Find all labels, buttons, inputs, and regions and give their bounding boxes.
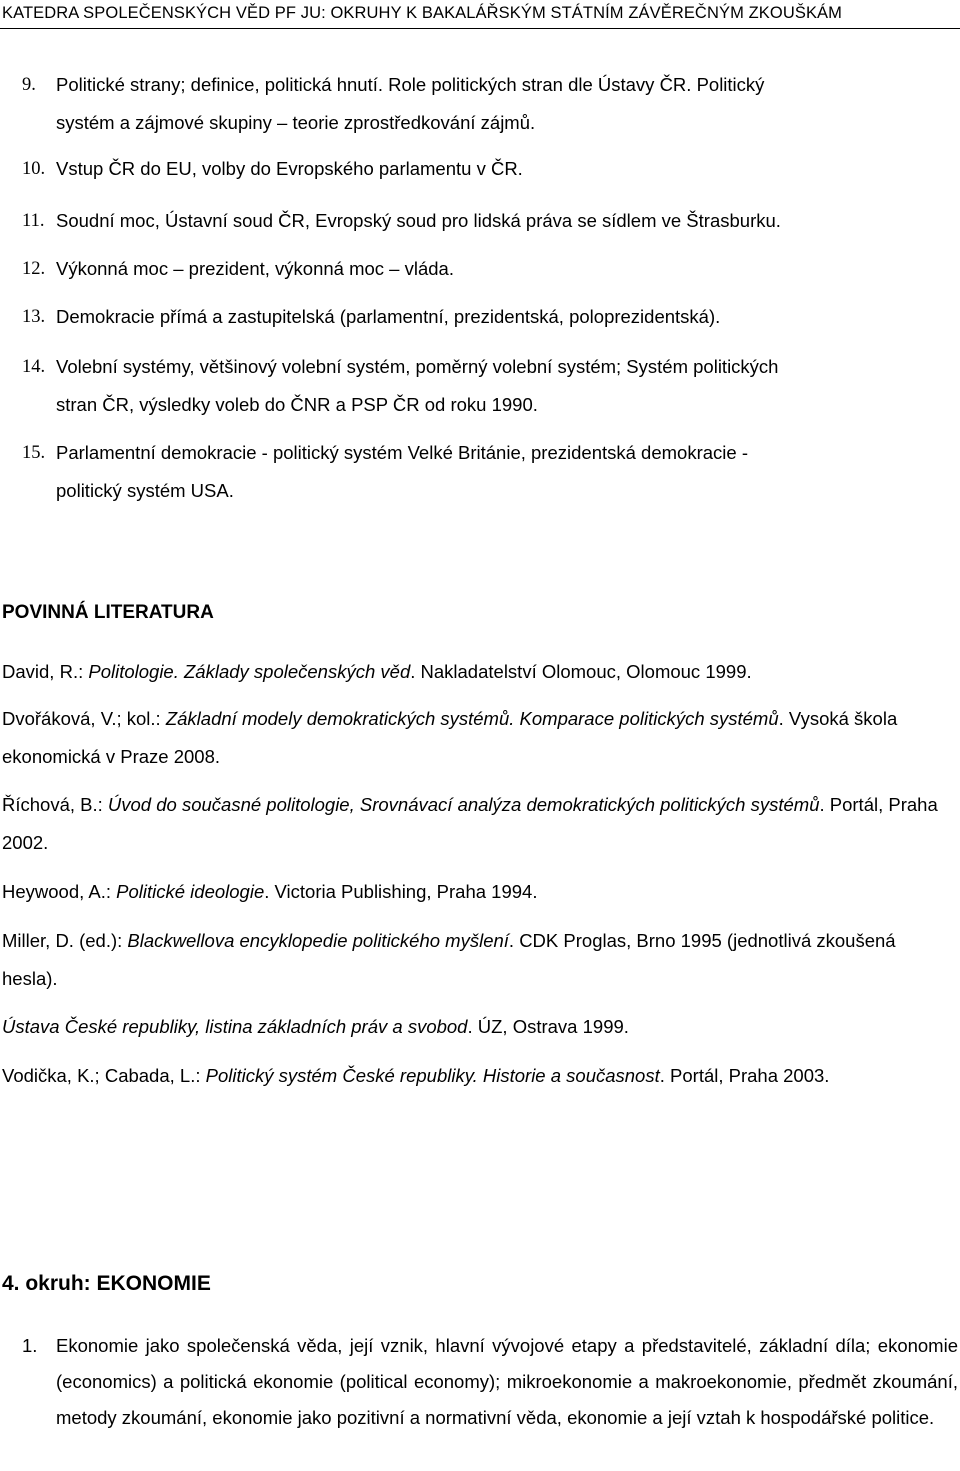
- literature-text: . Nakladatelství Olomouc, Olomouc 1999.: [410, 661, 752, 682]
- literature-entry: [2, 873, 942, 911]
- page-header: KATEDRA SPOLEČENSKÝCH VĚD PF JU: OKRUHY K BAKALÁŘSKÝM STÁTNÍM ZÁVĚREČNÝM ZKOUŠKÁM: [2, 4, 842, 22]
- topic-number: 14.: [22, 357, 46, 377]
- topic-text: Volební systémy, většinový volební systém, poměrný volební systém; Systém politických stran ČR, výsledky voleb do ČNR a PSP ČR od roku 1990.: [56, 356, 779, 415]
- literature-title: Základní modely demokratických systémů. Komparace politických systémů: [165, 708, 779, 729]
- literature-title: Úvod do současné politologie, Srovnávací analýza demokratických politických systémů: [107, 794, 820, 815]
- literature-text: . Portál, Praha 2003.: [659, 1065, 830, 1086]
- literature-title: Ústava České republiky, listina základních práv a svobod: [2, 1016, 468, 1037]
- literature-text: . Portál, Praha 2002.: [2, 794, 938, 853]
- literature-heading: POVINNÁ LITERATURA: [2, 602, 214, 623]
- literature-title: Blackwellova encyklopedie politického myšlení: [127, 930, 509, 951]
- literature-text: Říchová, B.:: [2, 794, 108, 815]
- topic-number: 10.: [22, 159, 46, 179]
- literature-text: . CDK Proglas, Brno 1995 (jednotlivá zkoušená hesla).: [2, 930, 896, 989]
- topic-text: Parlamentní demokracie - politický systém Velké Británie, prezidentská demokracie - politický systém USA.: [56, 442, 748, 501]
- literature-text: David, R.:: [2, 661, 89, 682]
- literature-text: Miller, D. (ed.):: [2, 930, 128, 951]
- topic-text: Soudní moc, Ústavní soud ČR, Evropský soud pro lidská práva se sídlem ve Štrasburku.: [56, 210, 781, 231]
- topic-text: Výkonná moc – prezident, výkonná moc – vláda.: [56, 258, 454, 279]
- literature-entry: [2, 1057, 942, 1095]
- topic-number: 9.: [22, 75, 36, 95]
- topic-number: 13.: [22, 307, 46, 327]
- literature-entry: [2, 700, 942, 776]
- literature-text: Vodička, K.; Cabada, L.:: [2, 1065, 206, 1086]
- header-rule: [0, 28, 960, 29]
- literature-entry: [2, 1008, 942, 1046]
- topic-text: Ekonomie jako společenská věda, její vznik, hlavní vývojové etapy a představitelé, základní díla; ekonomie (economics) a politická ekonomie (political economy); mikroekonomie a makroekonomie, předmět zkoumání, metody zkoumání, ekonomie jako pozitivní a normativní věda, ekonomie a její vztah k hospodářské politice.: [56, 1335, 958, 1428]
- literature-text: . ÚZ, Ostrava 1999.: [467, 1016, 629, 1037]
- topic-number: 15.: [22, 443, 46, 463]
- topic-text: Vstup ČR do EU, volby do Evropského parlamentu v ČR.: [56, 158, 523, 179]
- literature-text: . Vysoká škola ekonomická v Praze 2008.: [2, 708, 898, 767]
- literature-text: . Victoria Publishing, Praha 1994.: [264, 881, 538, 902]
- topic-number: 11.: [22, 211, 45, 231]
- literature-entry: [2, 922, 942, 998]
- topic-text: Demokracie přímá a zastupitelská (parlamentní, prezidentská, poloprezidentská).: [56, 306, 721, 327]
- literature-title: Politologie. Základy společenských věd: [88, 661, 411, 682]
- literature-text: Heywood, A.:: [2, 881, 117, 902]
- section-heading: 4. okruh: EKONOMIE: [2, 1272, 211, 1295]
- topic-number: 12.: [22, 259, 46, 279]
- literature-entry: [2, 786, 942, 862]
- topic-text: Politické strany; definice, politická hnutí. Role politických stran dle Ústavy ČR. Politický systém a zájmové skupiny – teorie zprostředkování zájmů.: [56, 74, 765, 133]
- literature-title: Politické ideologie: [116, 881, 265, 902]
- literature-title: Politický systém České republiky. Historie a současnost: [205, 1065, 660, 1086]
- literature-text: Dvořáková, V.; kol.:: [2, 708, 166, 729]
- literature-entry: [2, 653, 942, 691]
- topic-number: 1.: [22, 1335, 38, 1356]
